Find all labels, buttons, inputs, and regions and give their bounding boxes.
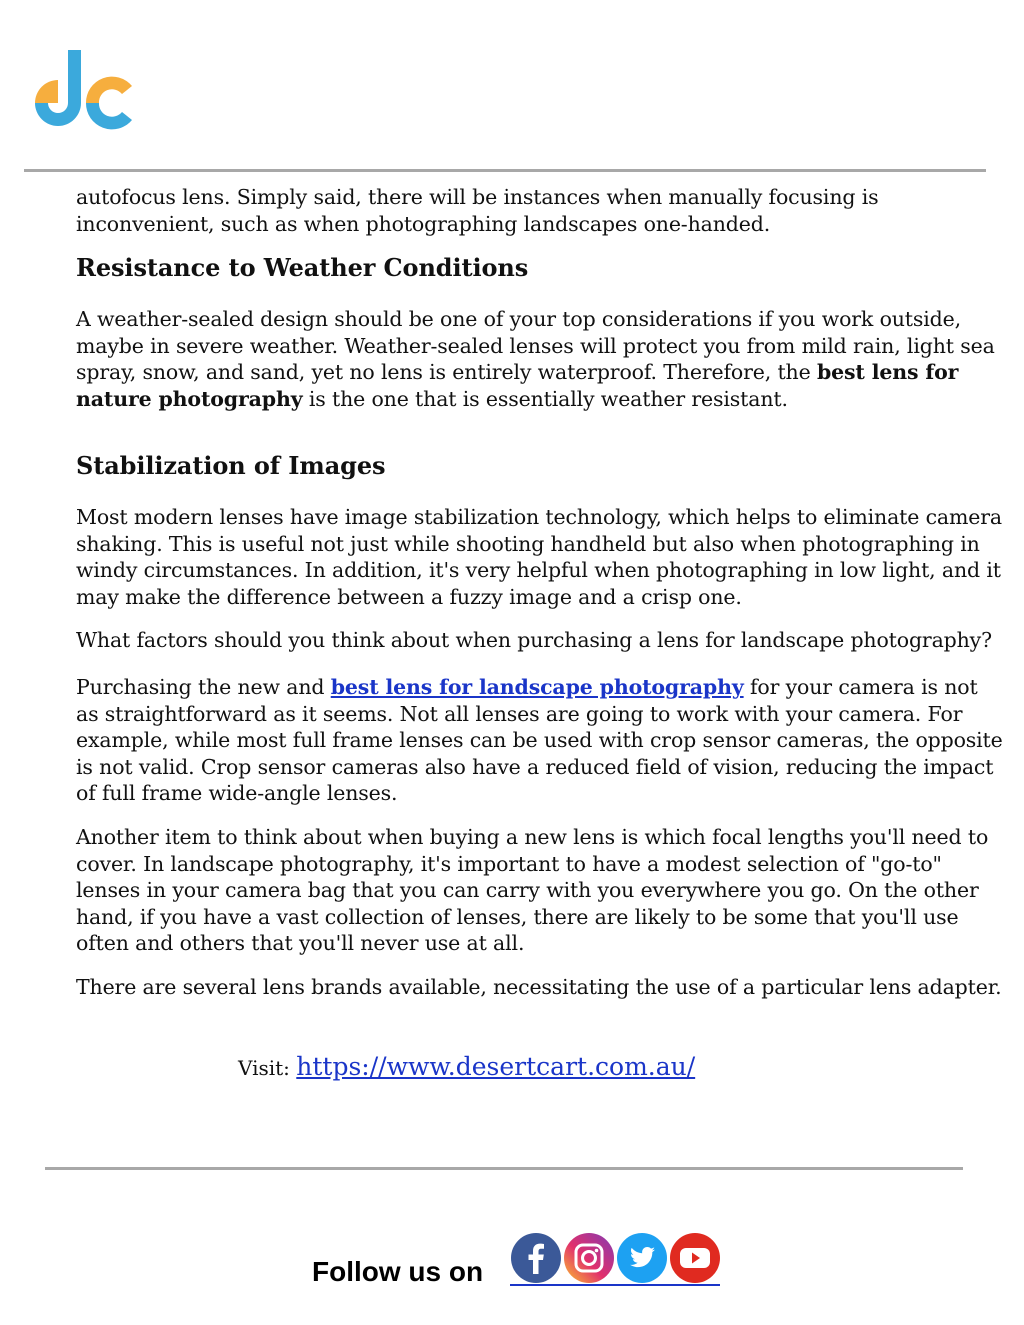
landscape-lens-link[interactable]: best lens for landscape photography <box>330 675 744 699</box>
follow-us-label: Follow us on <box>312 1256 484 1287</box>
logo-c-bottom <box>86 103 132 129</box>
desertcart-logo <box>20 48 136 138</box>
lens-brands-paragraph: There are several lens brands available, necessitating the use of a particular lens adapter. <box>76 975 1002 999</box>
heading-weather-resistance: Resistance to Weather Conditions <box>76 253 529 282</box>
social-links <box>510 1232 722 1288</box>
intro-paragraph: autofocus lens. Simply said, there will be instances when manually focusing is inconvenient, such as when photographing landscapes one-handed. <box>76 185 879 236</box>
logo-d-stem <box>68 50 81 103</box>
stabilization-paragraph: Most modern lenses have image stabilization technology, which helps to eliminate camera shaking. This is useful not just while shooting handheld but also when photographing in windy circumstances. In addition, it's very helpful when photographing in low light, and it may make the difference between a fuzzy image and a crisp one. <box>76 505 1002 609</box>
bottom-divider <box>45 1167 963 1170</box>
logo-d-bowl-orange <box>35 80 58 103</box>
facebook-icon[interactable] <box>510 1232 562 1284</box>
weather-text-1: A weather-sealed design should be one of your top considerations if you work outside, maybe in severe weather. Weather-sealed lenses will protect you from mild rain, light sea spray, snow, and sand, yet no lens is entirely waterproof. Therefore, the <box>76 307 995 384</box>
logo-d-bowl-blue <box>35 103 81 126</box>
factors-question: What factors should you think about when purchasing a lens for landscape photography? <box>76 628 992 652</box>
top-divider <box>24 169 986 172</box>
purchasing-paragraph <box>76 674 1006 807</box>
heading-image-stabilization: Stabilization of Images <box>76 451 386 480</box>
purchasing-text-1: Purchasing the new and <box>76 675 331 699</box>
youtube-icon[interactable] <box>669 1232 721 1284</box>
visit-line <box>238 1052 695 1081</box>
purchasing-text-2: for your camera is not as straightforward as it seems. Not all lenses are going to work with your camera. For example, while most full frame lenses can be used with crop sensor cameras, the opposite is not valid. Crop sensor cameras also have a reduced field of vision, reducing the impact of full frame wide-angle lenses. <box>76 675 1003 805</box>
logo-c-top <box>86 77 132 103</box>
weather-text-2: is the one that is essentially weather resistant. <box>302 386 788 411</box>
social-links-underline <box>510 1284 720 1286</box>
twitter-icon[interactable] <box>616 1232 668 1284</box>
instagram-icon[interactable] <box>563 1232 615 1284</box>
weather-bold-phrase: best lens for nature photography <box>76 360 959 411</box>
visit-label: Visit: <box>238 1056 297 1080</box>
visit-url-link[interactable]: https://www.desertcart.com.au/ <box>296 1052 696 1081</box>
focal-lengths-paragraph: Another item to think about when buying a new lens is which focal lengths you'll need to cover. In landscape photography, it's important to have a modest selection of "go-to" lenses in your camera bag that you can carry with you everywhere you go. On the other hand, if you have a vast collection of lenses, there are likely to be some that you'll use often and others that you'll never use at all. <box>76 825 989 955</box>
weather-paragraph <box>76 306 1006 412</box>
